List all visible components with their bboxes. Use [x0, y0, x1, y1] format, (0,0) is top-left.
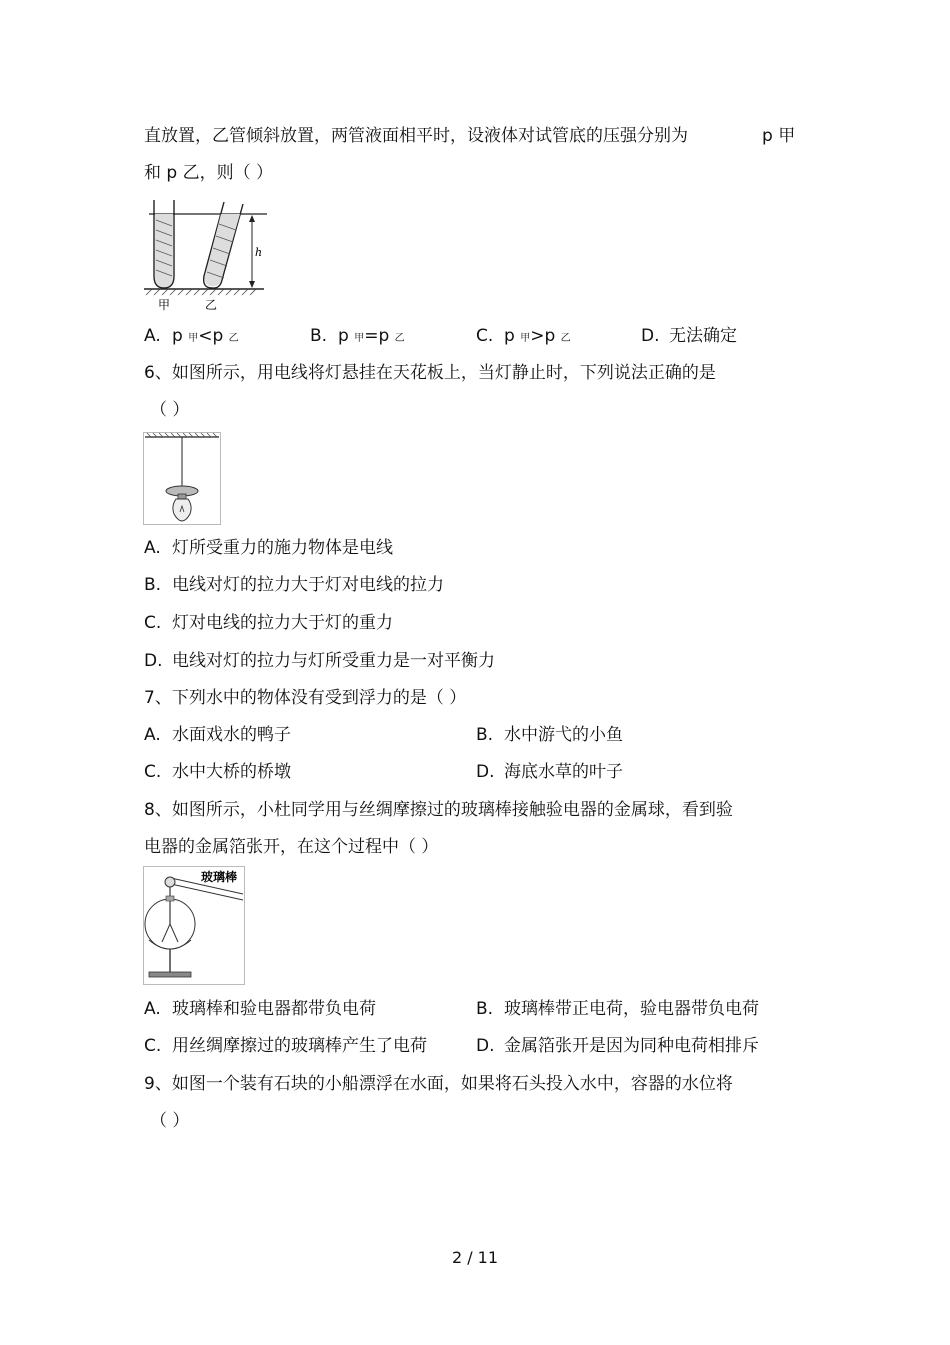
q8-stem-line2: 电器的金属箔张开，在这个过程中（ ） [144, 837, 439, 857]
q6-option-a: A. 灯所受重力的施力物体是电线 [144, 538, 393, 558]
tube-jia-label: 甲 [158, 298, 171, 312]
q8-option-c: C. 用丝绸摩擦过的玻璃棒产生了电荷 [144, 1036, 427, 1056]
q8-option-d: D. 金属箔张开是因为同种电荷相排斥 [476, 1036, 759, 1056]
q6-option-d: D. 电线对灯的拉力与灯所受重力是一对平衡力 [144, 651, 495, 671]
q5-stem-line1-tail: p 甲 [762, 126, 796, 146]
h-label: h [255, 246, 263, 259]
q5-option-d: D. 无法确定 [641, 326, 737, 346]
glass-rod-label: 玻璃棒 [201, 870, 238, 884]
q6-option-b: B. 电线对灯的拉力大于灯对电线的拉力 [144, 575, 444, 595]
q8-option-b: B. 玻璃棒带正电荷，验电器带负电荷 [476, 999, 759, 1019]
q6-answer-paren: （ ） [150, 400, 190, 420]
q5-option-a: A. p 甲<p 乙 [144, 326, 239, 346]
q5-stem-line2: 和 p 乙，则（ ） [144, 163, 274, 183]
q6-option-c: C. 灯对电线的拉力大于灯的重力 [144, 613, 393, 633]
electroscope-figure [143, 866, 245, 986]
q8-option-a: A. 玻璃棒和验电器都带负电荷 [144, 999, 376, 1019]
q8-stem-line1: 8、如图所示，小杜同学用与丝绸摩擦过的玻璃棒接触验电器的金属球，看到验 [144, 800, 733, 820]
q7-option-c: C. 水中大桥的桥墩 [144, 762, 291, 782]
q9-answer-paren: （ ） [150, 1111, 190, 1131]
q5-option-b: B. p 甲=p 乙 [310, 326, 405, 346]
q6-stem: 6、如图所示，用电线将灯悬挂在天花板上，当灯静止时，下列说法正确的是 [144, 363, 716, 383]
q5-option-c: C. p 甲>p 乙 [476, 326, 571, 346]
q7-option-a: A. 水面戏水的鸭子 [144, 725, 291, 745]
q9-stem: 9、如图一个装有石块的小船漂浮在水面，如果将石头投入水中，容器的水位将 [144, 1074, 733, 1094]
q7-option-d: D. 海底水草的叶子 [476, 762, 623, 782]
page-number: 2 / 11 [451, 1248, 499, 1267]
hanging-lamp-figure [143, 432, 221, 525]
test-tubes-figure [144, 196, 269, 316]
q5-stem-line1: 直放置，乙管倾斜放置，两管液面相平时，设液体对试管底的压强分别为 [144, 126, 688, 146]
tube-yi-label: 乙 [205, 298, 218, 312]
q7-option-b: B. 水中游弋的小鱼 [476, 725, 623, 745]
q7-stem: 7、下列水中的物体没有受到浮力的是（ ） [144, 688, 467, 708]
